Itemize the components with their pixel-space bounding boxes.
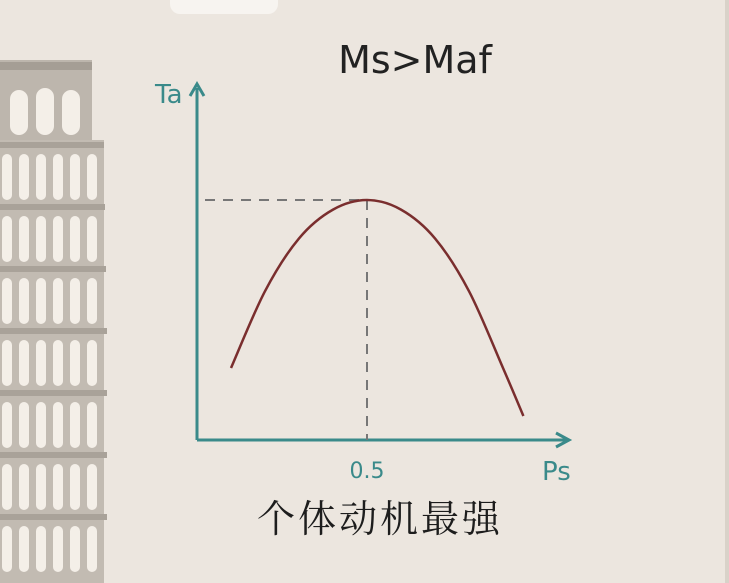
y-axis-label: Ta (155, 80, 183, 110)
ta-curve (231, 200, 523, 416)
diagram-title: Ms>Maf (338, 38, 492, 82)
x-axis-label: Ps (542, 457, 571, 487)
caption-text: 个体动机最强 (256, 497, 503, 541)
peak-tick-label: 0.5 (349, 459, 385, 484)
